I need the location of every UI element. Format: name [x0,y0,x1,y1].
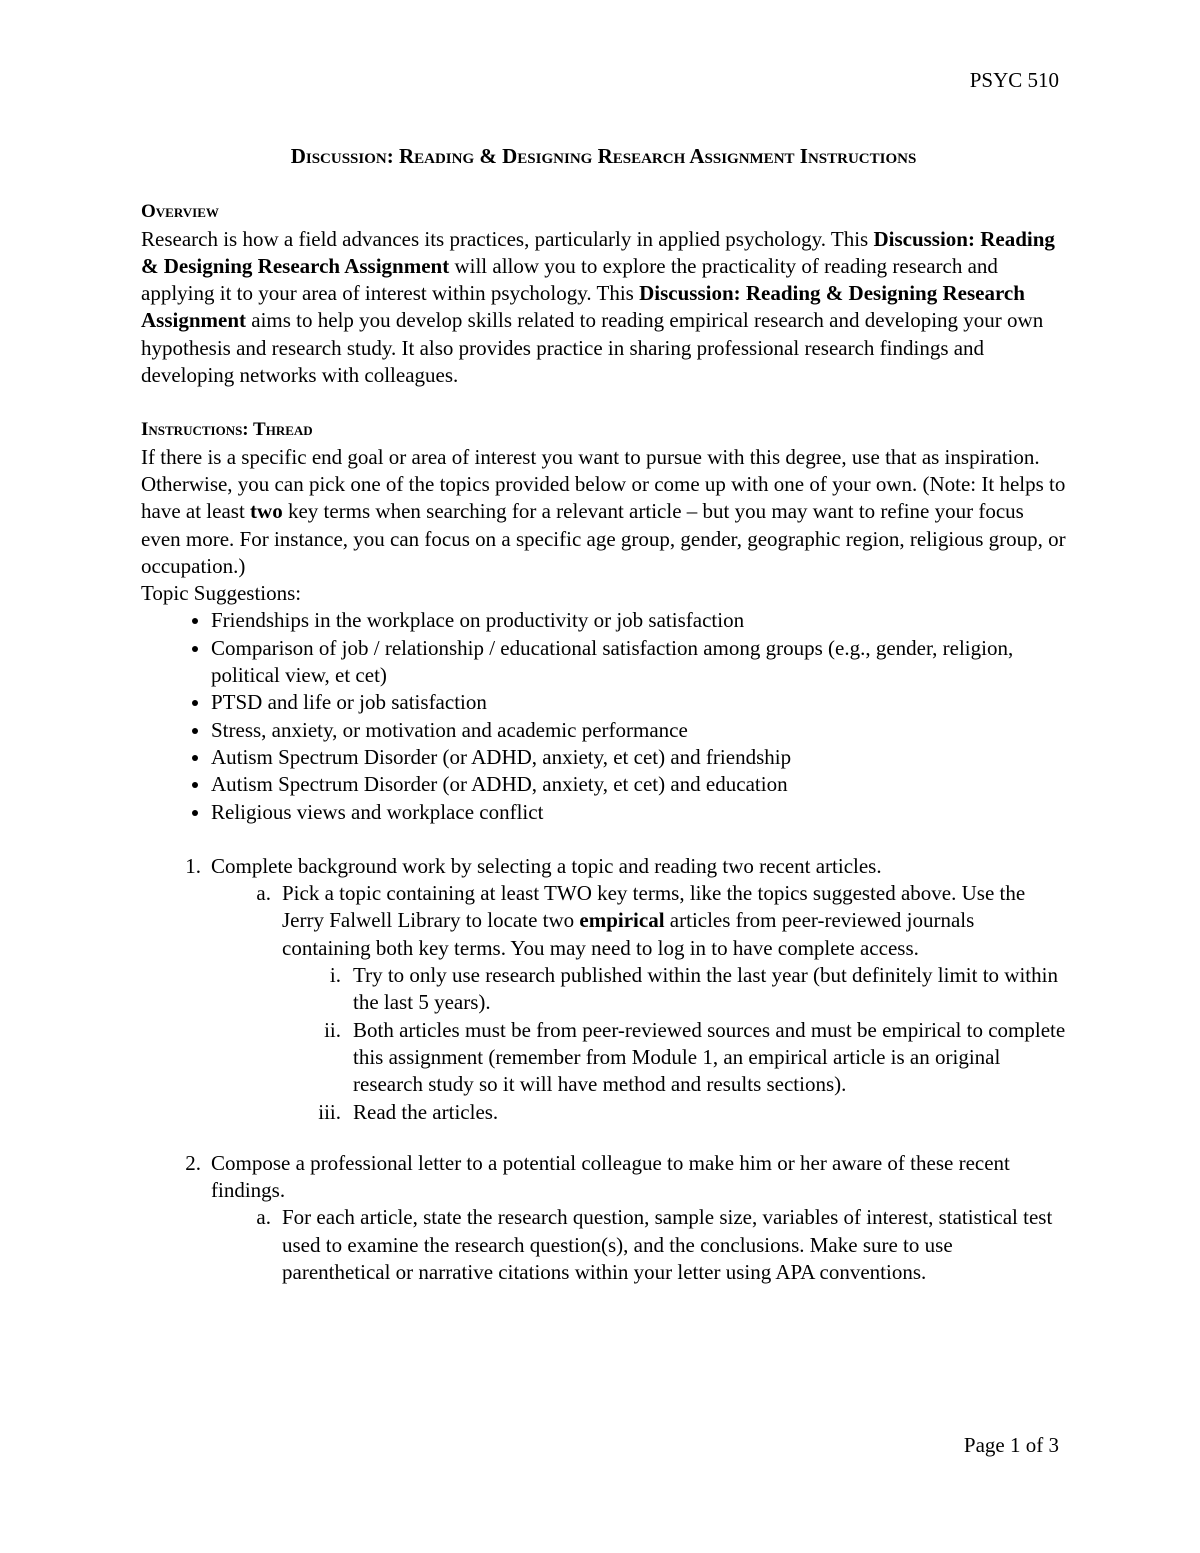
sub-letter: a. [256,881,271,906]
roman-item-ii [141,1017,1066,1099]
topic-item: • Comparison of job / relationship / educational satisfaction among groups (e.g., gender, religion, political view, et cet) [211,635,1066,690]
overview-text-1: Research is how a field advances its practices, particularly in applied psychology. This [141,226,874,251]
thread-text-2: key terms when searching for a relevant article – but you may want to refine your focus even more. For instance, you can focus on a specific age group, gender, geographic region, religious group, or occupation.) [141,499,1066,578]
thread-paragraph [141,444,1066,580]
step-text: Complete background work by selecting a topic and reading two recent articles. [211,853,882,878]
topic-item: • Autism Spectrum Disorder (or ADHD, anxiety, et cet) and friendship [211,744,1066,771]
step-1-sub-a [141,880,1066,962]
roman-text: Both articles must be from peer-reviewed sources and must be empirical to complete this assignment (remember from Module 1, an empirical article is an original research study so it will have method and results sections). [353,1017,1066,1097]
sub-text-2: articles from peer-reviewed journals containing both key terms. You may need to log in to have complete access. [282,908,975,960]
sub-text-1: Pick a topic containing at least TWO key terms, like the topics suggested above. Use the Jerry Falwell Library to locate two [282,881,1026,933]
document-body [141,143,1066,1286]
topic-item: • Stress, anxiety, or motivation and academic performance [211,717,1066,744]
step-text: Compose a professional letter to a potential colleague to make him or her aware of these recent findings. [211,1150,1010,1203]
spacer [141,1126,1066,1150]
roman-item-i [141,962,1066,1017]
overview-text-2: will allow you to explore the practicality of reading research and applying it to your area of interest within psychology. This [141,253,998,306]
assignment-name-bold-1: Discussion: Reading & Designing Research Assignment [141,226,1055,278]
spacer [141,826,1066,853]
overview-paragraph [141,226,1066,390]
roman-item-iii [141,1099,1066,1126]
sub-letter: a. [256,1205,271,1230]
document-title: Discussion: Reading & Designing Research Assignment Instructions [290,144,917,168]
step-2 [141,1150,1066,1205]
step-number: 1. [185,853,201,878]
spacer [141,389,1066,416]
roman-numeral: ii. [324,1017,341,1042]
overview-text-3: aims to help you develop skills related to reading empirical research and developing your own hypothesis and research study. It also provides practice in sharing professional research findings and developing networks with colleagues. [141,308,1044,388]
roman-numeral: i. [329,963,341,988]
topic-item: • Friendships in the workplace on productivity or job satisfaction [211,607,1066,634]
roman-numeral: iii. [318,1099,341,1124]
topic-list [141,607,1066,825]
topic-item: • Autism Spectrum Disorder (or ADHD, anxiety, et cet) and education [211,771,1066,798]
sub-text: For each article, state the research question, sample size, variables of interest, statistical test used to examine the research question(s), and the conclusions. Make sure to use parenthetical or narrative citations within your letter using APA conventions. [282,1205,1053,1284]
two-bold: two [250,499,283,524]
step-1 [141,853,1066,880]
assignment-name-bold-2: Discussion: Reading & Designing Research Assignment [141,281,1025,333]
topic-item: • Religious views and workplace conflict [211,799,1066,826]
topic-item: • PTSD and life or job satisfaction [211,689,1066,716]
page-number: Page 1 of 3 [963,1433,1059,1457]
step-number: 2. [185,1150,201,1175]
roman-text: Try to only use research published within the last year (but definitely limit to within the last 5 years). [353,963,1058,1015]
empirical-bold: empirical [579,908,665,933]
thread-text-1: If there is a specific end goal or area of interest you want to pursue with this degree, use that as inspiration. Otherwise, you can pick one of the topics provided below or come up with one of your own. (Note: It helps to have at least [141,444,1066,524]
roman-text: Read the articles. [353,1099,499,1124]
step-2-sub-a [141,1204,1066,1286]
thread-heading: Instructions: Thread [141,419,313,441]
course-code: PSYC 510 [969,68,1059,92]
overview-heading: Overview [141,201,219,223]
topic-suggestions-label: Topic Suggestions: [141,581,302,606]
